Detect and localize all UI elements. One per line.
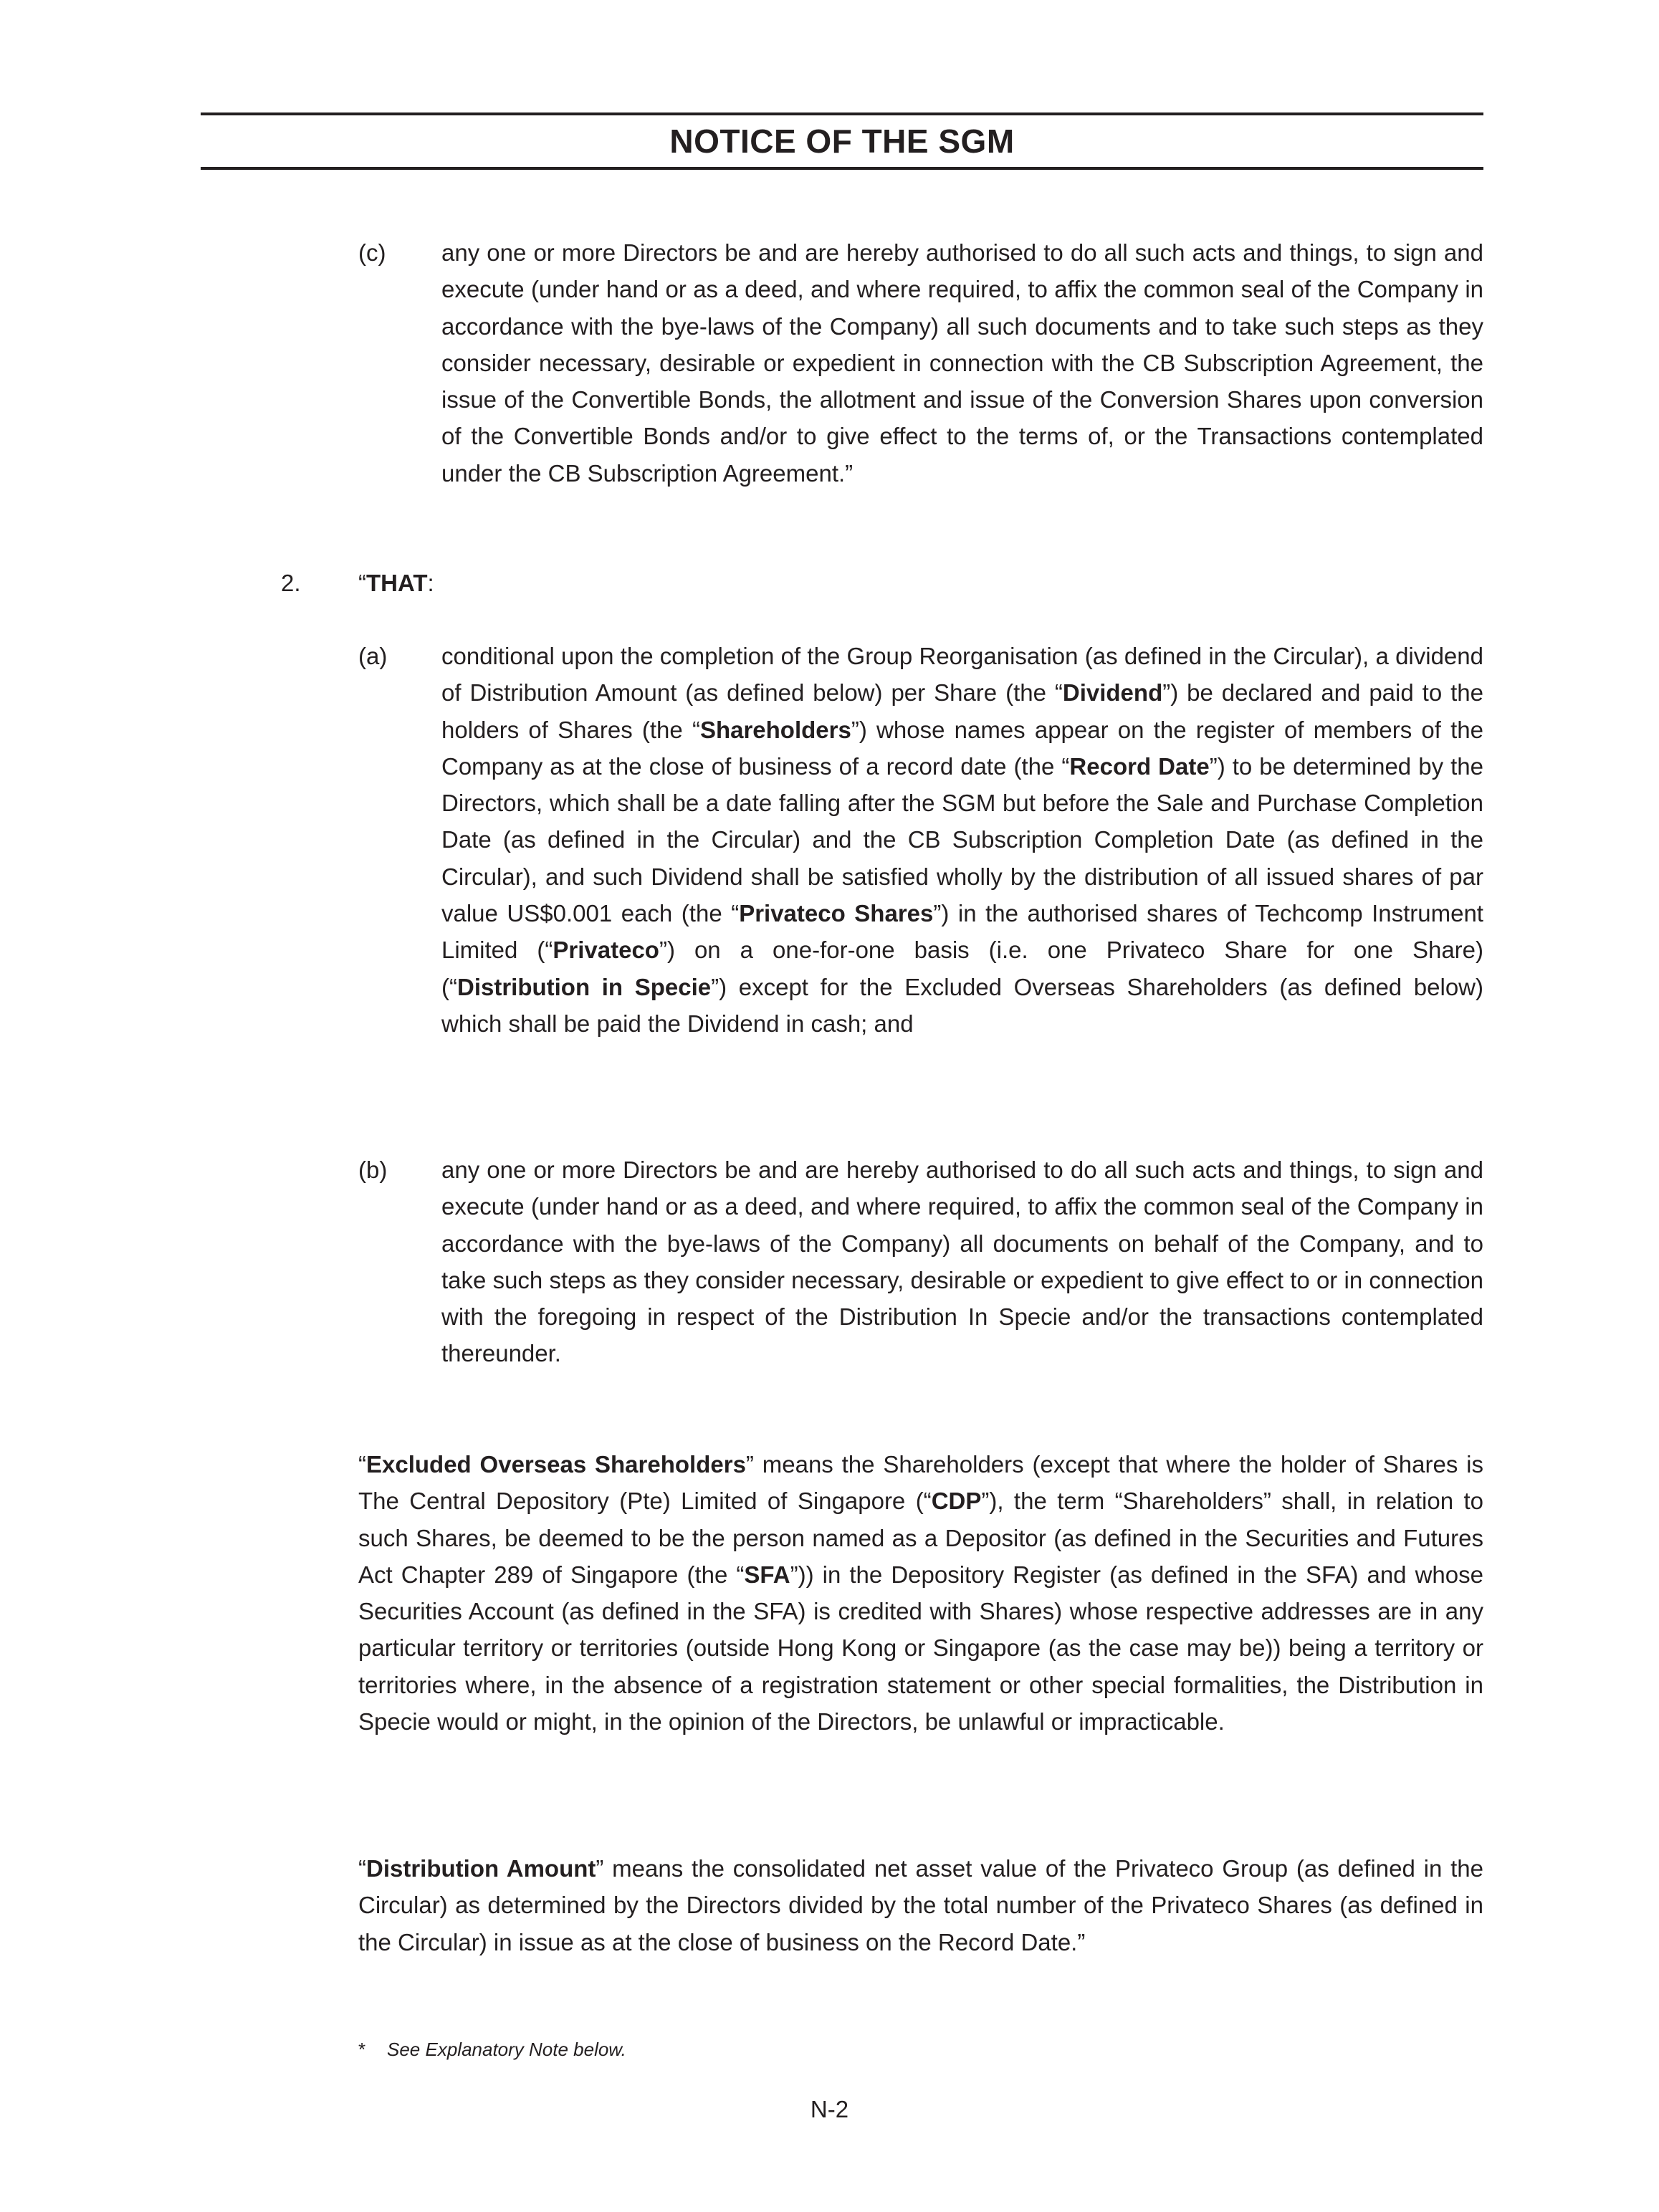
that-keyword: THAT (366, 570, 428, 596)
footnote (358, 2036, 626, 2062)
term-privateco: Privateco (553, 937, 659, 964)
term-privateco-shares: Privateco Shares (739, 900, 934, 927)
term-excluded-overseas-shareholders: Excluded Overseas Shareholders (366, 1451, 746, 1478)
item-b-label: (b) (358, 1157, 388, 1183)
term-record-date: Record Date (1069, 752, 1210, 780)
term-cdp: CDP (931, 1488, 982, 1515)
term-distribution-amount: Distribution Amount (366, 1855, 596, 1882)
page-number: N-2 (810, 2096, 849, 2122)
term-sfa: SFA (744, 1561, 790, 1588)
footnote-text: See Explanatory Note below. (387, 2039, 626, 2060)
resolution-2-number: 2. (281, 570, 301, 596)
page-header (201, 112, 1483, 170)
footnote-marker: * (358, 2039, 366, 2060)
definition-excluded-overseas-shareholders: “Excluded Overseas Shareholders” means the Shareholders (except that where the holder of Shares is The Central Depository (Pte) Limited of Singapore (“CDP”), the term “Shareholders” shall, in relation to such Shares, be deemed to be the person named as a Depositor (as defined in the Securities and Futures Act Chapter 289 of Singapore (the “SFA”)) in the Depository Register (as defined in the SFA) and whose Securities Account (as defined in the SFA) is credited with Shares) whose respective addresses are in any particular territory or territories (outside Hong Kong or Singapore (as the case may be)) being a territory or territories where, in the absence of a registration statement or other special formalities, the Distribution in Specie would or might, in the opinion of the Directors, be unlawful or impracticable. (358, 1451, 1484, 1735)
term-dividend: Dividend (1062, 679, 1163, 707)
item-a-text: conditional upon the completion of the Group Reorganisation (as defined in the Circular), a dividend of Distribution Amount (as defined below) per Share (the “Dividend”) be declared and paid to the holders of Shares (the “Shareholders”) whose names appear on the register of members of the Company as at the close of business of a record date (the “Record Date”) to be determined by the Directors, which shall be a date falling after the SGM but before the Sale and Purchase Completion Date (as defined in the Circular) and the CB Subscription Completion Date (as defined in the Circular), and such Dividend shall be satisfied wholly by the distribution of all issued shares of par value US$0.001 each (the “Privateco Shares”) in the authorised shares of Techcomp Instrument Limited (“Privateco”) on a one-for-one basis (i.e. one Privateco Share for one Share) (“Distribution in Specie”) except for the Excluded Overseas Shareholders (as defined below) which shall be paid the Dividend in cash; and (441, 643, 1484, 1037)
item-a-label: (a) (358, 643, 388, 669)
item-c-label: (c) (358, 239, 386, 266)
page-title: NOTICE OF THE SGM (669, 123, 1015, 160)
item-c-text: any one or more Directors be and are hereby authorised to do all such acts and things, to sign and execute (under hand or as a deed, and where required, to affix the common seal of the Company in accordance with the bye-laws of the Company) all such documents and to take such steps as they consider necessary, desirable or expedient in connection with the CB Subscription Agreement, the issue of the Convertible Bonds, the allotment and issue of the Conversion Shares upon conversion of the Convertible Bonds and/or to give effect to the terms of, or the Transactions contemplated under the CB Subscription Agreement.” (441, 239, 1483, 487)
resolution-2-heading: “THAT: (358, 570, 434, 596)
item-b-text: any one or more Directors be and are hereby authorised to do all such acts and things, to sign and execute (under hand or as a deed, and where required, to affix the common seal of the Company in accordance with the bye-laws of the Company) all documents on behalf of the Company, and to take such steps as they consider necessary, desirable or expedient to give effect to or in connection with the foregoing in respect of the Distribution In Specie and/or the transactions contemplated thereunder. (441, 1157, 1483, 1367)
term-distribution-in-specie: Distribution in Specie (456, 973, 712, 1000)
term-shareholders: Shareholders (699, 716, 851, 743)
definition-distribution-amount: “Distribution Amount” means the consolidated net asset value of the Privateco Group (as defined in the Circular) as determined by the Directors divided by the total number of the Privateco Shares (as defined in the Circular) in issue as at the close of business on the Record Date.” (358, 1855, 1483, 1955)
